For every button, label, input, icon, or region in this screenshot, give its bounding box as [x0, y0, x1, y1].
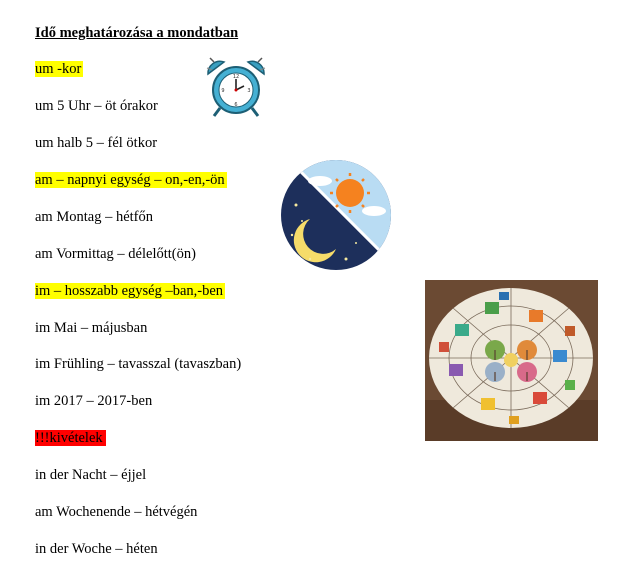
svg-text:12: 12	[232, 74, 240, 80]
highlighted-rule: im – hosszabb egység –ban,-ben	[35, 283, 224, 299]
highlighted-exceptions: !!!kivételek	[35, 430, 106, 446]
line-exceptions	[35, 429, 106, 447]
svg-text:9: 9	[221, 88, 225, 94]
line-example: im Frühling – tavasszal (tavaszban)	[35, 356, 242, 372]
line-um-kor	[35, 60, 83, 78]
day-night-icon	[280, 159, 392, 271]
line-im-rule	[35, 282, 225, 300]
line-am-rule	[35, 171, 227, 189]
line-example: um 5 Uhr – öt órakor	[35, 98, 158, 114]
highlighted-rule: am – napnyi egység – on,-en,-ön	[35, 172, 225, 188]
line-example: am Montag – hétfőn	[35, 209, 153, 225]
line-example: in der Nacht – éjjel	[35, 467, 147, 483]
line-example: im Mai – májusban	[35, 320, 148, 336]
page-title: Idő meghatározása a mondatban	[35, 25, 239, 41]
line-example: am Vormittag – délelőtt(ön)	[35, 246, 196, 262]
alarm-clock-icon	[204, 56, 268, 118]
svg-text:3: 3	[247, 88, 251, 94]
highlighted-rule: um -kor	[35, 61, 82, 77]
line-example: am Wochenende – hétvégén	[35, 504, 198, 520]
line-example: um halb 5 – fél ötkor	[35, 135, 158, 151]
svg-text:6: 6	[234, 102, 238, 108]
line-example: im 2017 – 2017-ben	[35, 393, 153, 409]
seasons-wheel-photo	[425, 280, 598, 441]
line-example: in der Woche – héten	[35, 541, 158, 557]
